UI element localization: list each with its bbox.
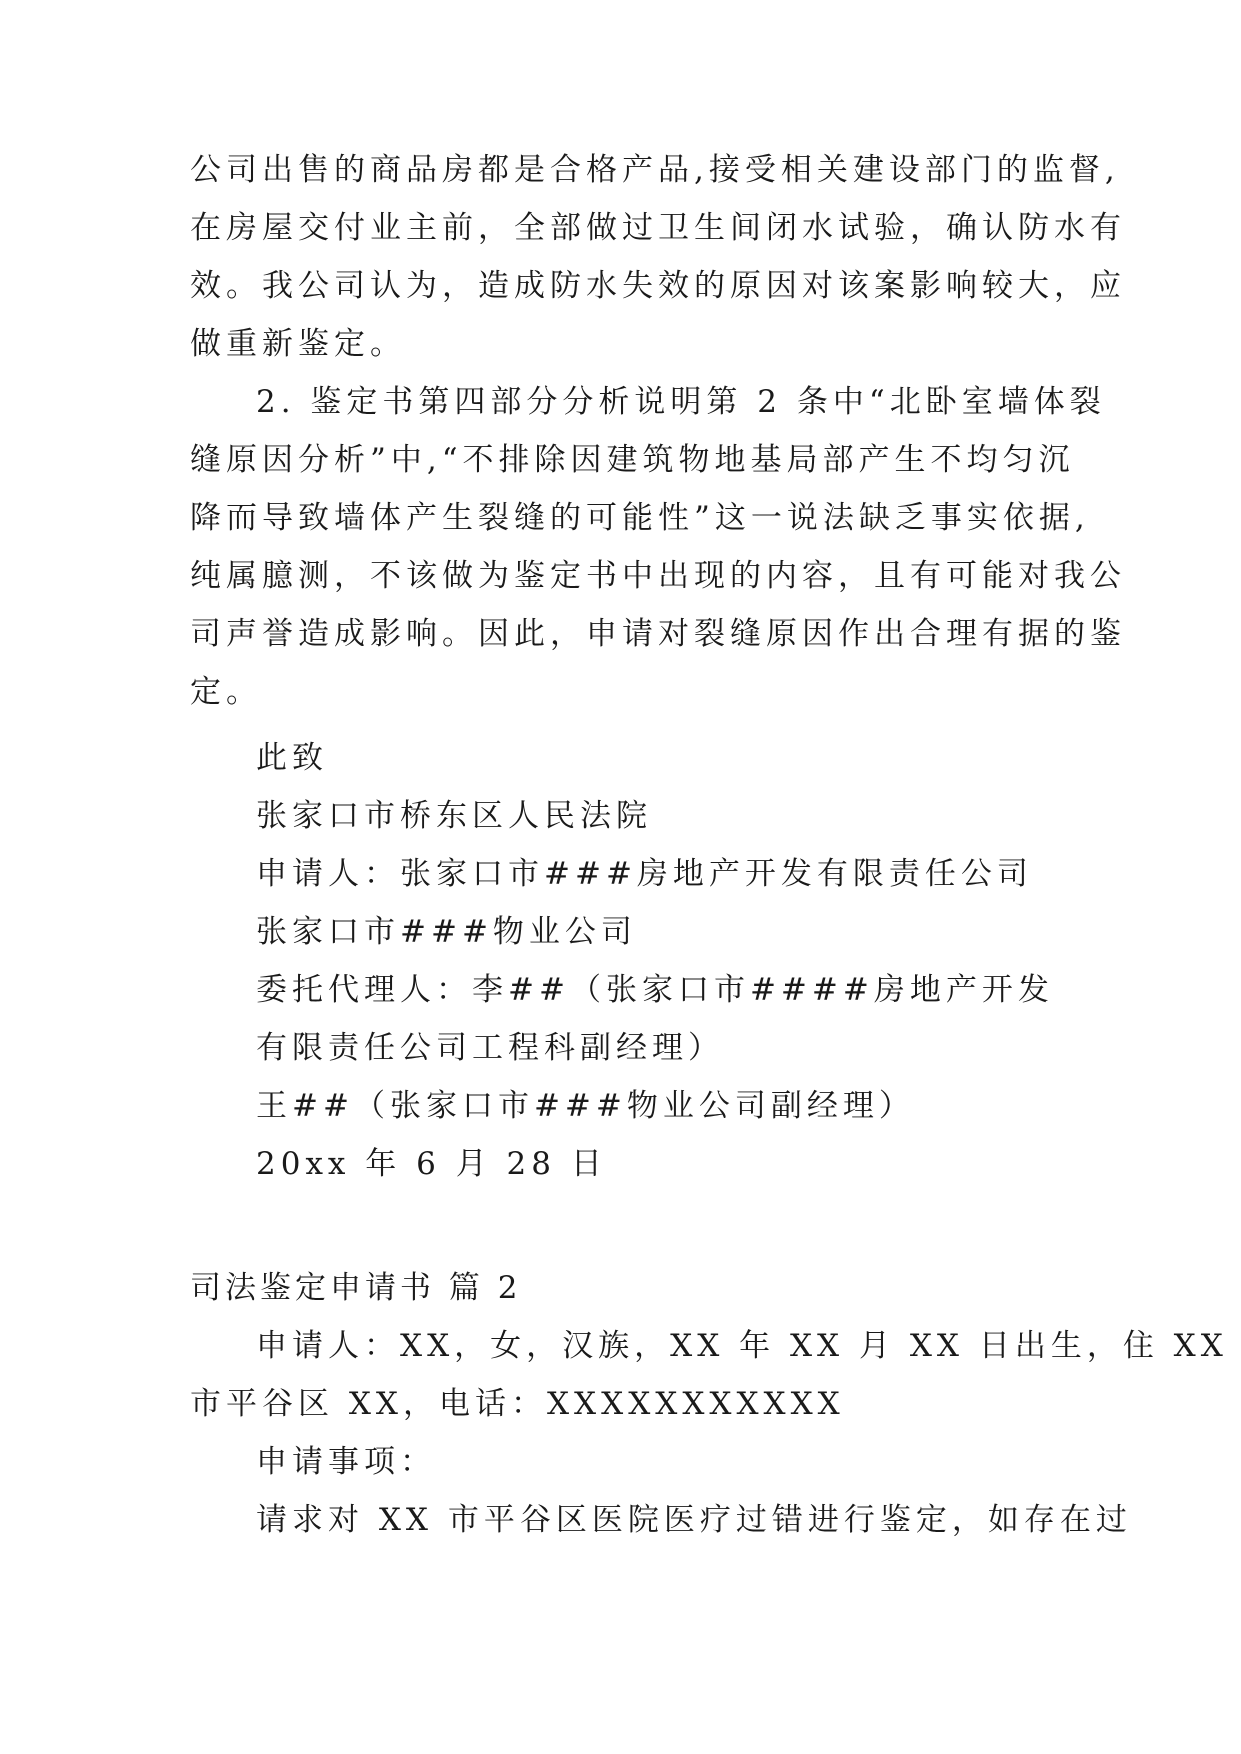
- closing-salutation: 此致: [256, 740, 328, 776]
- request-heading: 申请事项：: [256, 1444, 436, 1480]
- applicant-info: 市平谷区 XX，电话：XXXXXXXXXXX: [190, 1386, 845, 1422]
- recipient-court: 张家口市桥东区人民法院: [256, 798, 652, 834]
- paragraph-line: 缝原因分析”中,“不排除因建筑物地基局部产生不均匀沉: [190, 442, 1075, 478]
- agent-line: 有限责任公司工程科副经理）: [256, 1030, 724, 1066]
- document-date: 20xx 年 6 月 28 日: [256, 1146, 607, 1182]
- paragraph-line: 定。: [190, 674, 262, 710]
- agent-line: 王##（张家口市###物业公司副经理）: [256, 1088, 915, 1124]
- paragraph-line: 做重新鉴定。: [190, 326, 406, 362]
- request-line: 请求对 XX 市平谷区医院医疗过错进行鉴定，如存在过: [256, 1502, 1132, 1538]
- paragraph-line: 降而导致墙体产生裂缝的可能性”这一说法缺乏事实依据,: [190, 500, 1090, 536]
- applicant-line: 张家口市###物业公司: [256, 914, 637, 950]
- paragraph-line: 司声誉造成影响。因此，申请对裂缝原因作出合理有据的鉴: [190, 616, 1126, 652]
- paragraph-line: 2. 鉴定书第四部分分析说明第 2 条中“北卧室墙体裂: [256, 384, 1106, 420]
- agent-line: 委托代理人：李##（张家口市####房地产开发: [256, 972, 1054, 1008]
- paragraph-line: 在房屋交付业主前，全部做过卫生间闭水试验，确认防水有: [190, 210, 1126, 246]
- paragraph-line: 公司出售的商品房都是合格产品,接受相关建设部门的监督,: [190, 152, 1120, 188]
- section-title: 司法鉴定申请书 篇 2: [190, 1270, 522, 1306]
- paragraph-line: 效。我公司认为，造成防水失效的原因对该案影响较大，应: [190, 268, 1126, 304]
- applicant-info: 申请人：XX，女，汉族，XX 年 XX 月 XX 日出生，住 XX: [256, 1328, 1228, 1364]
- applicant-line: 申请人：张家口市###房地产开发有限责任公司: [256, 856, 1033, 892]
- paragraph-line: 纯属臆测，不该做为鉴定书中出现的内容，且有可能对我公: [190, 558, 1126, 594]
